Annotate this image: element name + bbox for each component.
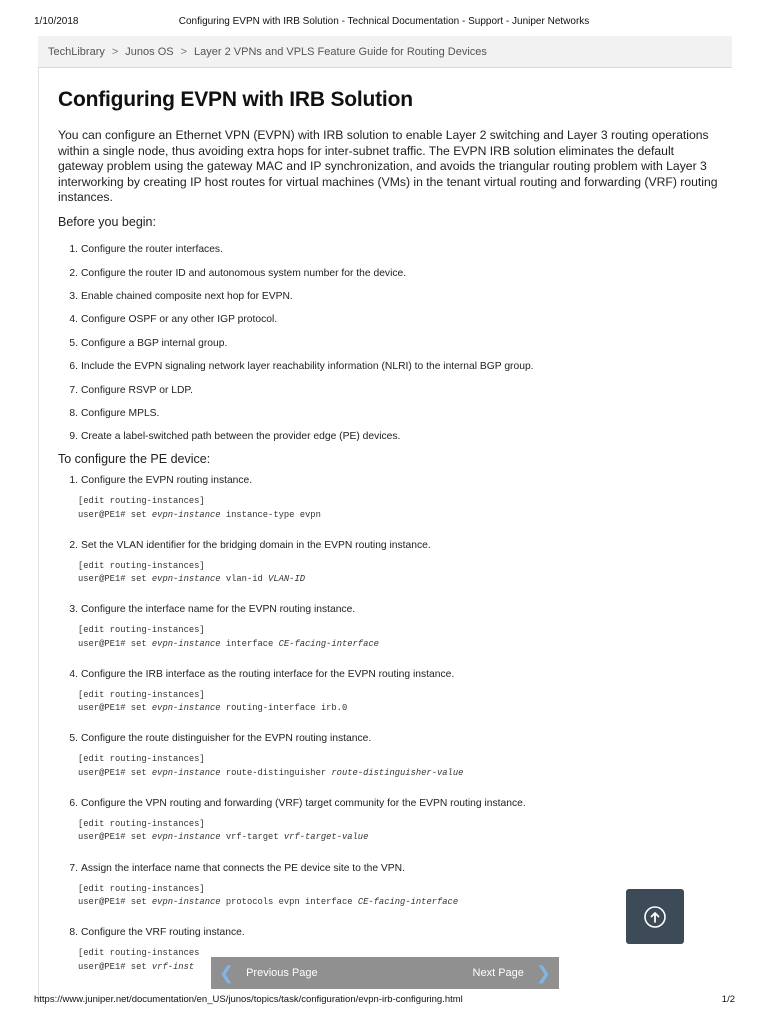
breadcrumb-separator: >: [111, 45, 119, 58]
step-description: Configure the EVPN routing instance.: [81, 475, 253, 486]
cli-variable: route-distinguisher-value: [331, 767, 464, 778]
code-block: [78, 495, 321, 522]
list-number: 3.: [69, 604, 78, 616]
prerequisite-text: Create a label-switched path between the provider edge (PE) devices.: [81, 431, 401, 443]
prerequisite-text: Configure OSPF or any other IGP protocol.: [81, 314, 278, 326]
print-page-count: 1/2: [721, 994, 735, 1005]
next-page-button[interactable]: [473, 964, 551, 982]
cli-command: [78, 961, 199, 975]
list-number: 6.: [69, 797, 78, 809]
cli-context: [edit routing-instances]: [78, 496, 205, 506]
step-text: [58, 604, 355, 615]
cli-command: route-distinguisher: [220, 767, 332, 778]
prerequisite-item: [58, 378, 708, 401]
cli-context: [edit routing-instances]: [78, 689, 205, 700]
prerequisite-text: Configure the router interfaces.: [81, 244, 223, 256]
cli-command: vrf-target: [220, 832, 284, 843]
cli-context: [edit routing-instances]: [78, 560, 205, 571]
cli-context: [edit routing-instances: [78, 948, 200, 959]
chevron-right-icon: ❯: [535, 963, 551, 983]
list-number: 5.: [69, 337, 78, 349]
prerequisite-item: [58, 308, 708, 331]
cli-command: interface: [220, 638, 279, 649]
cli-prompt: user@PE1# set: [78, 832, 152, 843]
list-number: 1.: [69, 244, 78, 256]
configuration-step: [58, 796, 708, 861]
breadcrumb-item-junos-os[interactable]: Junos OS: [125, 45, 174, 58]
cli-prompt: user@PE1# set: [78, 509, 152, 520]
step-text: [58, 798, 526, 809]
configuration-step: [58, 667, 708, 732]
print-header: [0, 16, 768, 30]
configuration-step: [58, 473, 708, 538]
step-description: Configure the IRB interface as the routing interface for the EVPN routing instance.: [81, 668, 455, 680]
page-navigation-bar: [211, 957, 559, 989]
cli-prompt: user@PE1# set: [78, 961, 152, 972]
list-number: 2.: [69, 267, 78, 279]
article-content: [38, 68, 732, 1003]
step-description: Configure the VPN routing and forwarding (VRF) target community for the EVPN routing instance.: [81, 797, 526, 809]
print-url: https://www.juniper.net/documentation/en_US/junos/topics/task/configuration/evpn-irb-configuring.html: [34, 994, 463, 1005]
breadcrumb: [38, 36, 732, 68]
cli-command: [78, 767, 463, 781]
step-text: [58, 475, 252, 486]
step-description: Configure the interface name for the EVPN routing instance.: [81, 604, 356, 616]
cli-command: [78, 831, 368, 845]
list-number: 3.: [69, 290, 78, 302]
cli-context: [edit routing-instances]: [78, 818, 205, 829]
chevron-left-icon: ❮: [219, 963, 235, 983]
list-number: 4.: [69, 668, 78, 680]
print-footer: [0, 994, 768, 1008]
code-block: [78, 753, 463, 780]
code-block: [78, 689, 347, 716]
step-text: [58, 863, 405, 874]
cli-command: [78, 896, 458, 910]
scroll-to-top-button[interactable]: [626, 889, 684, 944]
prerequisite-item: [58, 261, 708, 284]
previous-page-button[interactable]: [219, 964, 318, 982]
cli-context: [edit routing-instances]: [78, 625, 205, 636]
cli-prompt: user@PE1# set: [78, 703, 152, 714]
cli-instance: vrf-inst: [151, 961, 195, 972]
code-block: [78, 947, 199, 974]
prerequisite-text: Configure the router ID and autonomous system number for the device.: [81, 267, 407, 279]
cli-prompt: user@PE1# set: [78, 897, 152, 908]
step-description: Set the VLAN identifier for the bridging domain in the EVPN routing instance.: [81, 539, 431, 551]
step-text: [58, 669, 454, 680]
configure-pe-heading: To configure the PE device:: [58, 452, 211, 466]
step-text: [58, 927, 245, 938]
cli-variable: CE-facing-interface: [278, 638, 379, 649]
configuration-step: [58, 731, 708, 796]
cli-command: routing-interface irb.0: [220, 703, 348, 714]
arrow-up-circle-icon: [643, 905, 667, 929]
page-title: Configuring EVPN with IRB Solution: [58, 88, 413, 111]
cli-command: instance-type evpn: [220, 509, 321, 520]
breadcrumb-item-techlibrary[interactable]: TechLibrary: [48, 45, 105, 58]
list-number: 7.: [69, 862, 78, 874]
cli-command: [78, 702, 347, 716]
code-block: [78, 560, 305, 587]
prerequisite-text: Configure a BGP internal group.: [81, 337, 228, 349]
breadcrumb-separator: >: [180, 45, 188, 58]
breadcrumb-item-feature-guide[interactable]: Layer 2 VPNs and VPLS Feature Guide for Routing Devices: [194, 45, 487, 58]
print-date: 1/10/2018: [34, 16, 79, 27]
prerequisite-text: Enable chained composite next hop for EVPN.: [81, 290, 293, 302]
code-block: [78, 624, 379, 651]
cli-variable: vrf-target-value: [283, 832, 369, 843]
intro-paragraph: You can configure an Ethernet VPN (EVPN) with IRB solution to enable Layer 2 switching and Layer 3 routing operations within a single node, thus avoiding extra hops for inter-subnet traffic. The EVPN IRB solution eliminates the default gateway problem using the gateway MAC and IP synchronization, and avoids the triangular routing problem with Layer 3 interworking by creating IP host routes for virtual machines (VMs) in the tenant virtual routing and forwarding (VRF) routing instances.: [58, 128, 718, 204]
prerequisite-item: [58, 425, 708, 448]
cli-context: [edit routing-instances]: [78, 754, 205, 765]
step-description: Assign the interface name that connects the PE device site to the VPN.: [81, 862, 405, 874]
list-number: 2.: [69, 539, 78, 551]
list-number: 8.: [69, 927, 78, 939]
next-page-label: Next Page: [472, 967, 524, 979]
cli-instance: evpn-instance: [151, 638, 221, 649]
configuration-step: [58, 602, 708, 667]
list-number: 6.: [69, 361, 78, 373]
code-block: [78, 883, 458, 910]
cli-variable: CE-facing-interface: [357, 897, 459, 908]
cli-command: protocols evpn interface: [220, 897, 358, 908]
list-number: 1.: [69, 475, 78, 486]
list-number: 9.: [69, 431, 78, 443]
cli-command: [78, 509, 321, 523]
list-number: 8.: [69, 407, 78, 419]
step-text: [58, 540, 431, 551]
cli-variable: VLAN-ID: [268, 574, 306, 585]
configuration-step: [58, 861, 708, 926]
prerequisites-list: [58, 238, 708, 449]
prerequisite-item: [58, 332, 708, 355]
before-you-begin-heading: Before you begin:: [58, 215, 156, 229]
prerequisite-text: Include the EVPN signaling network layer reachability information (NLRI) to the internal BGP group.: [81, 361, 534, 373]
cli-command: [78, 638, 379, 652]
prerequisite-item: [58, 402, 708, 425]
step-description: Configure the VRF routing instance.: [81, 927, 245, 939]
prerequisite-item: [58, 355, 708, 378]
cli-command: [78, 573, 305, 587]
prerequisite-item: [58, 285, 708, 308]
configuration-step: [58, 538, 708, 603]
cli-command: vlan-id: [220, 574, 269, 585]
cli-prompt: user@PE1# set: [78, 574, 152, 585]
step-text: [58, 733, 371, 744]
cli-instance: evpn-instance: [151, 767, 221, 778]
cli-instance: evpn-instance: [151, 897, 221, 908]
list-number: 4.: [69, 314, 78, 326]
step-description: Configure the route distinguisher for the EVPN routing instance.: [81, 733, 372, 745]
cli-prompt: user@PE1# set: [78, 767, 152, 778]
prerequisite-item: [58, 238, 708, 261]
cli-instance: evpn-instance: [151, 703, 221, 714]
cli-prompt: user@PE1# set: [78, 638, 152, 649]
list-number: 7.: [69, 384, 78, 396]
configuration-steps-list: [58, 473, 708, 990]
previous-page-label: Previous Page: [246, 967, 318, 979]
cli-instance: evpn-instance: [151, 574, 221, 585]
print-title: Configuring EVPN with IRB Solution - Technical Documentation - Support - Juniper Networks: [178, 16, 590, 27]
prerequisite-text: Configure MPLS.: [81, 407, 160, 419]
cli-context: [edit routing-instances]: [78, 883, 205, 894]
code-block: [78, 818, 368, 845]
list-number: 5.: [69, 733, 78, 745]
cli-instance: evpn-instance: [151, 832, 221, 843]
cli-instance: evpn-instance: [151, 509, 221, 520]
prerequisite-text: Configure RSVP or LDP.: [81, 384, 193, 396]
